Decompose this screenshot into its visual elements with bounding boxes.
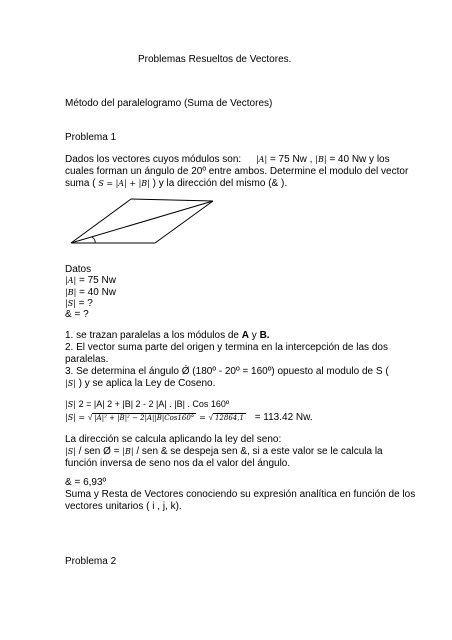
statement-sum-intro: suma ( (65, 178, 96, 189)
sum-vector-formula: S = |A| + |B| (98, 179, 150, 188)
module-b-symbol: |B| (315, 155, 327, 164)
answer-angle: & = 6,93º (65, 477, 107, 488)
step-1-and: y (251, 330, 257, 341)
step-2-line-2: paralelas. (65, 354, 109, 365)
data-b-value: = 40 Nw (79, 287, 117, 298)
cosine-law-terms: 2 = |A| 2 + |B| 2 - 2 |A| . |B| . Cos 160º (78, 399, 230, 409)
closing-line-2: vectores unitarios ( i , j, k). (65, 501, 182, 512)
parallel-right-line (155, 201, 213, 243)
data-a (65, 275, 116, 287)
cosine-law-result-line: |S| = √ |A|² + |B|² − 2|A||B|Cos160° = √ 12864,1 = 113.42 Nw. (65, 412, 313, 423)
step-3-symbol: |S| (65, 379, 76, 388)
vector-a-line (71, 201, 213, 243)
statement-direction: ) y la dirección del mismo (& ). (152, 178, 288, 189)
data-b-symbol: |B| (65, 288, 77, 297)
module-a-value: = 75 Nw , (269, 154, 313, 165)
direction-line-2 (65, 446, 383, 458)
vector-b-line (71, 199, 131, 243)
second-square-root: 12864,1 (214, 414, 244, 422)
step-1-a: A (241, 330, 250, 341)
result-s-symbol: |S| = (65, 413, 86, 422)
module-a-symbol: |A| (255, 155, 268, 164)
result-equals: = (199, 413, 206, 422)
data-a-value: = 75 Nw (78, 275, 116, 286)
step-3-text: ) y se aplica la Ley de Coseno. (78, 378, 216, 389)
data-angle: & = ? (65, 309, 89, 320)
step-2-line-1: 2. El vector suma parte del origen y termina en la intercepción de las dos (65, 342, 388, 353)
step-1-b: B. (259, 330, 270, 341)
data-heading: Datos (65, 264, 92, 275)
step-3-line-2 (65, 378, 215, 390)
closing-line-1: Suma y Resta de Vectores conociendo su expresión analítica en función de los (65, 489, 416, 500)
first-square-root: |A|² + |B|² − 2|A||B|Cos160° (94, 414, 195, 422)
sine-law-b-symbol: |B| (122, 447, 134, 456)
cosine-law-s-symbol: |S| (65, 400, 76, 409)
direction-line-1: La dirección se calcula aplicando la ley del seno: (65, 434, 282, 445)
step-3-line-1: 3. Se determina el ángulo Ǿ (180º - 20º = 160º) opuesto al modulo de S ( (65, 366, 389, 377)
result-value: = 113.42 Nw. (254, 412, 313, 423)
sine-law-text: / sen & se despeja sen &, si a este valor se le calcula la (136, 446, 383, 457)
sine-law-s-symbol: |S| (65, 447, 76, 456)
direction-line-3: función inversa de seno nos da el valor del ángulo. (65, 458, 291, 469)
data-a-symbol: |A| (65, 276, 77, 285)
parallel-top-line (131, 199, 213, 201)
statement-line-2: cuales forman un ángulo de 20º entre ambos. Determine el modulo del vector (65, 166, 409, 177)
data-s-value: = ? (78, 298, 93, 309)
module-b-value: = 40 Nw y los (329, 154, 390, 165)
angle-arc (92, 237, 95, 243)
cosine-law-equation (65, 398, 229, 411)
problem2-heading: Problema 2 (65, 556, 117, 567)
data-s-symbol: |S| (65, 299, 76, 308)
method-heading: Método del paralelogramo (Suma de Vectores) (65, 98, 273, 109)
problem1-heading: Problema 1 (65, 132, 117, 143)
sine-law-mid: / sen Ø = (78, 446, 120, 457)
statement-intro: Dados los vectores cuyos módulos son: (65, 154, 242, 165)
step-1-text: 1. se trazan paralelas a los módulos de (65, 330, 239, 341)
step-1 (65, 330, 270, 342)
page-title: Problemas Resueltos de Vectores. (138, 54, 292, 65)
